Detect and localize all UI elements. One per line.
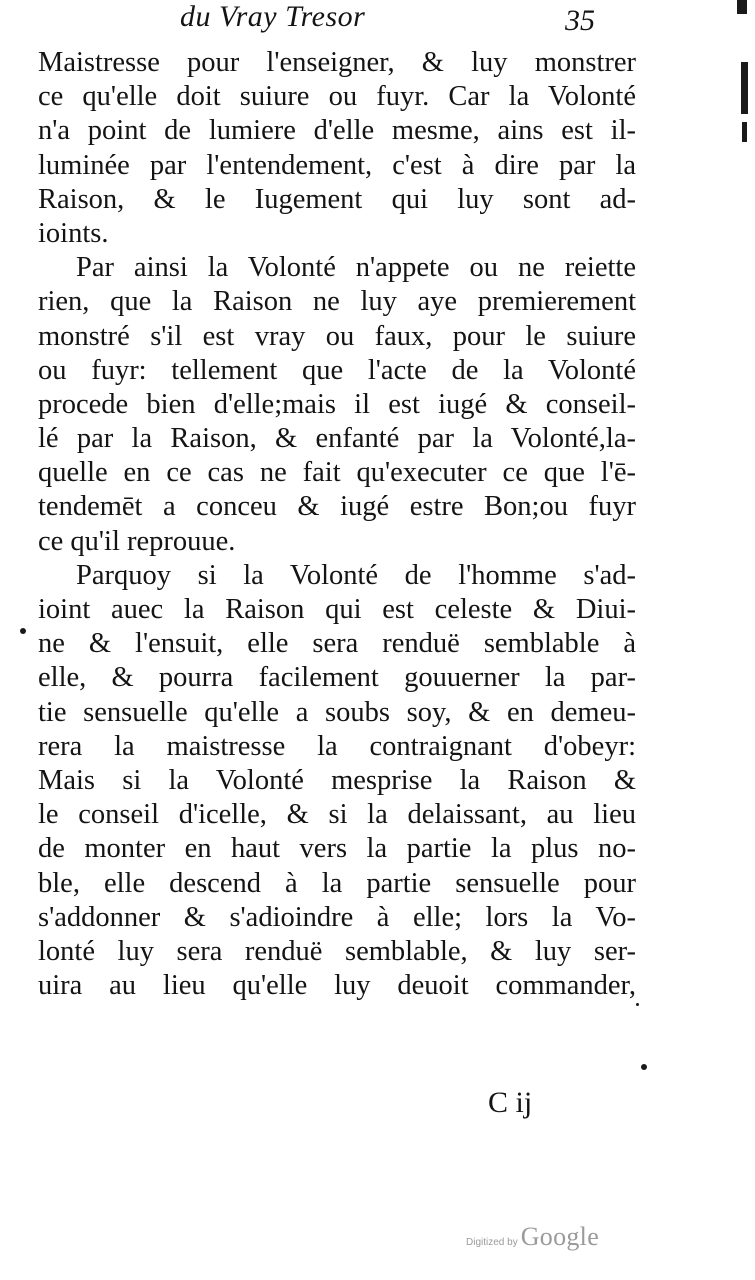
page-number: 35 <box>565 4 595 37</box>
body-text <box>38 46 636 1003</box>
ink-speck <box>641 1064 647 1070</box>
text-line: procede bien d'elle;mais il est iugé & conseil- <box>38 388 636 420</box>
text-line: ble, elle descend à la partie sensuelle pour <box>38 867 636 899</box>
text-line: rien, que la Raison ne luy aye premierement <box>38 286 636 318</box>
text-line: n'a point de lumiere d'elle mesme, ains est il- <box>38 115 636 147</box>
text-line: luminée par l'entendement, c'est à dire par la <box>38 149 636 181</box>
text-line: monstré s'il est vray ou faux, pour le suiure <box>38 320 636 352</box>
text-line: ce qu'elle doit suiure ou fuyr. Car la Volonté <box>38 81 636 113</box>
text-line: uira au lieu qu'elle luy deuoit commander, <box>38 970 636 1002</box>
text-line: Parquoy si la Volonté de l'homme s'ad- <box>76 559 636 591</box>
text-line: ioints. <box>38 217 109 249</box>
text-line: de monter en haut vers la partie la plus no- <box>38 833 636 865</box>
text-line: lé par la Raison, & enfanté par la Volonté,la- <box>38 423 636 455</box>
paragraph-3 <box>38 559 636 1003</box>
text-line: ne & l'ensuit, elle sera renduë semblable à <box>38 628 636 660</box>
running-title: du Vray Tresor <box>180 0 366 33</box>
text-line: ioint auec la Raison qui est celeste & Diui- <box>38 594 636 625</box>
paragraph-2 <box>38 251 636 559</box>
text-line: Maistresse pour l'enseigner, & luy monstrer <box>38 47 636 78</box>
text-line: tendemēt a conceu & iugé estre Bon;ou fuyr <box>38 491 636 523</box>
digitized-watermark <box>466 1222 599 1252</box>
text-line: Par ainsi la Volonté n'appete ou ne reiette <box>76 252 636 284</box>
text-line: Raison, & le Iugement qui luy sont ad- <box>38 183 636 215</box>
text-line: tie sensuelle qu'elle a soubs soy, & en demeu- <box>38 696 636 728</box>
scan-edge-mark <box>737 0 747 14</box>
text-line: lonté luy sera renduë semblable, & luy ser- <box>38 935 636 967</box>
text-line: le conseil d'icelle, & si la delaissant, au lieu <box>38 799 636 831</box>
scan-edge-mark <box>742 122 747 142</box>
text-line: quelle en ce cas ne fait qu'executer ce que l'ē- <box>38 457 636 489</box>
ink-speck <box>20 628 26 634</box>
watermark-prefix: Digitized by <box>466 1237 518 1248</box>
scan-edge-mark <box>741 62 748 114</box>
text-line: ou fuyr: tellement que l'acte de la Volonté <box>38 354 636 386</box>
paragraph-1 <box>38 46 636 251</box>
text-line: elle, & pourra facilement gouuerner la par- <box>38 662 636 694</box>
google-logo: Google <box>520 1222 600 1251</box>
signature-mark: C ij <box>488 1086 533 1119</box>
text-line: rera la maistresse la contraignant d'obeyr: <box>38 730 636 762</box>
text-line: Mais si la Volonté mesprise la Raison & <box>38 764 636 796</box>
text-line: s'addonner & s'adioindre à elle; lors la Vo- <box>38 901 636 933</box>
text-line: ce qu'il reprouue. <box>38 525 236 557</box>
ink-speck <box>636 1003 639 1006</box>
